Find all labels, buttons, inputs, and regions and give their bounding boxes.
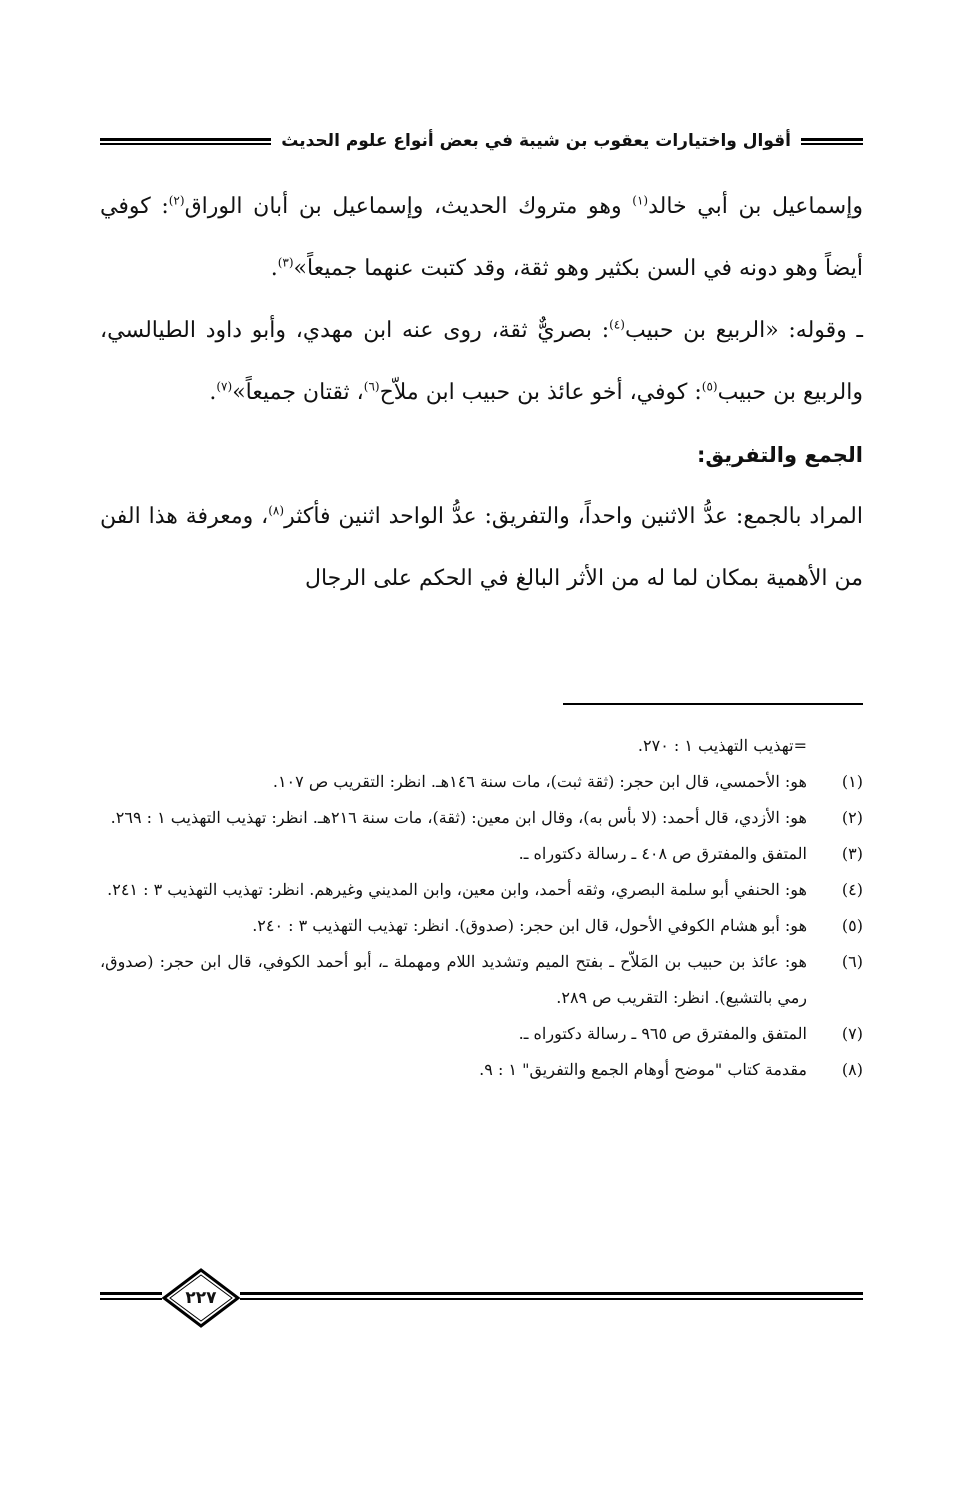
footnote-2	[100, 800, 863, 836]
footnote-text: مقدمة كتاب "موضح أوهام الجمع والتفريق" ١ : ٩.	[479, 1060, 807, 1079]
text-run: وإسماعيل بن أبي خالد	[648, 194, 863, 219]
paragraph-2	[100, 300, 863, 424]
footer-rule-right	[240, 1292, 863, 1300]
text-run: وهو متروك الحديث، وإسماعيل بن أبان الوراق	[184, 194, 633, 219]
footnote-8	[100, 1052, 863, 1088]
footnote-ref-4[interactable]: (٤)	[609, 317, 625, 332]
text-run: .	[209, 380, 217, 405]
footnote-ref-6[interactable]: (٦)	[363, 379, 380, 394]
text-run: : بصريٌّ ثقة، روى عنه ابن مهدي، وأبو داود الطيالسي، والربيع بن حبيب	[100, 318, 863, 405]
footnote-ref-7[interactable]: (٧)	[216, 379, 233, 394]
footnote-number: (٦)	[841, 952, 863, 971]
footnotes	[100, 728, 863, 1088]
footnote-continuation	[100, 728, 863, 764]
footnote-ref-5[interactable]: (٥)	[701, 379, 718, 394]
running-header	[100, 126, 863, 156]
footnote-6	[100, 944, 863, 1016]
footnote-continuation-text: =تهذيب التهذيب ١ : ٢٧٠.	[637, 736, 807, 755]
footnote-text: هو: عائذ بن حبيب بن المَلاّح ـ بفتح الميم وتشديد اللام ومهملة ـ، أبو أحمد الكوفي، قال ابن حجر: (صدوق، رمي بالتشيع). انظر: التقريب ص ٢٨٩.	[100, 952, 807, 1007]
main-text	[100, 176, 863, 610]
text-run: ـ وقوله: «الربيع بن حبيب	[624, 318, 863, 343]
footnote-text: هو: أبو هشام الكوفي الأحول، قال ابن حجر: (صدوق). انظر: تهذيب التهذيب ٣ : ٢٤٠.	[252, 916, 807, 935]
header-rule-left	[100, 138, 271, 145]
header-title: أقوال واختيارات يعقوب بن شيبة في بعض أنواع علوم الحديث	[281, 131, 791, 151]
footnote-text: هو: الحنفي أبو سلمة البصري، وثقه أحمد، وابن معين، وابن المديني وغيرهم. انظر: تهذيب التهذيب ٣ : ٢٤١.	[107, 880, 807, 899]
footnote-4	[100, 872, 863, 908]
text-run: ، ثقتان جميعاً»	[232, 380, 364, 405]
text-run: : كوفي، أخو عائذ بن حبيب ابن ملاّح	[379, 380, 702, 405]
footnote-separator	[563, 703, 863, 705]
footer-rule-left	[100, 1292, 162, 1300]
footnote-number: (٣)	[841, 844, 863, 863]
footnote-number: (٤)	[841, 880, 863, 899]
footnote-text: هو: الأزدي، قال أحمد: (لا بأس به)، وقال ابن معين: (ثقة)، مات سنة ٢١٦هـ. انظر: تهذيب التهذيب ١ : ٢٦٩.	[110, 808, 807, 827]
footnote-number: (٧)	[841, 1024, 863, 1043]
text-run: ، ومعرفة هذا الفن من الأهمية بمكان لما له من الأثر البالغ في الحكم على الرجال	[100, 504, 863, 591]
footnote-number: (١)	[841, 772, 863, 791]
footnote-ref-2[interactable]: (٢)	[168, 193, 185, 208]
header-rule-right	[801, 138, 863, 145]
footnote-1	[100, 764, 863, 800]
page-number-ornament	[162, 1268, 240, 1328]
footnote-ref-8[interactable]: (٨)	[268, 503, 285, 518]
text-run: : كوفي أيضاً وهو دونه في السن بكثير وهو ثقة، وقد كتبت عنهما جميعاً»	[100, 194, 863, 281]
text-run: .	[270, 256, 278, 281]
footnote-ref-1[interactable]: (١)	[632, 193, 649, 208]
footnote-text: المتفق والمفترق ص ٤٠٨ ـ رسالة دكتوراه ـ.	[518, 844, 807, 863]
paragraph-1	[100, 176, 863, 300]
footnote-number: (٥)	[841, 916, 863, 935]
footnote-5	[100, 908, 863, 944]
section-heading: الجمع والتفريق:	[696, 443, 863, 467]
page-footer	[100, 1268, 863, 1328]
footnote-3	[100, 836, 863, 872]
footnote-text: المتفق والمفترق ص ٩٦٥ ـ رسالة دكتوراه ـ.	[518, 1024, 807, 1043]
footnote-7	[100, 1016, 863, 1052]
footnote-number: (٢)	[841, 808, 863, 827]
footnote-ref-3[interactable]: (٣)	[277, 255, 294, 270]
paragraph-3	[100, 486, 863, 610]
page-number: ٢٢٧	[185, 1288, 217, 1308]
text-run: المراد بالجمع: عدُّ الاثنين واحداً، والتفريق: عدُّ الواحد اثنين فأكثر	[284, 504, 863, 529]
footnote-number: (٨)	[841, 1060, 863, 1079]
footnote-text: هو: الأحمسي، قال ابن حجر: (ثقة ثبت)، مات سنة ١٤٦هـ. انظر: التقريب ص ١٠٧.	[272, 772, 807, 791]
